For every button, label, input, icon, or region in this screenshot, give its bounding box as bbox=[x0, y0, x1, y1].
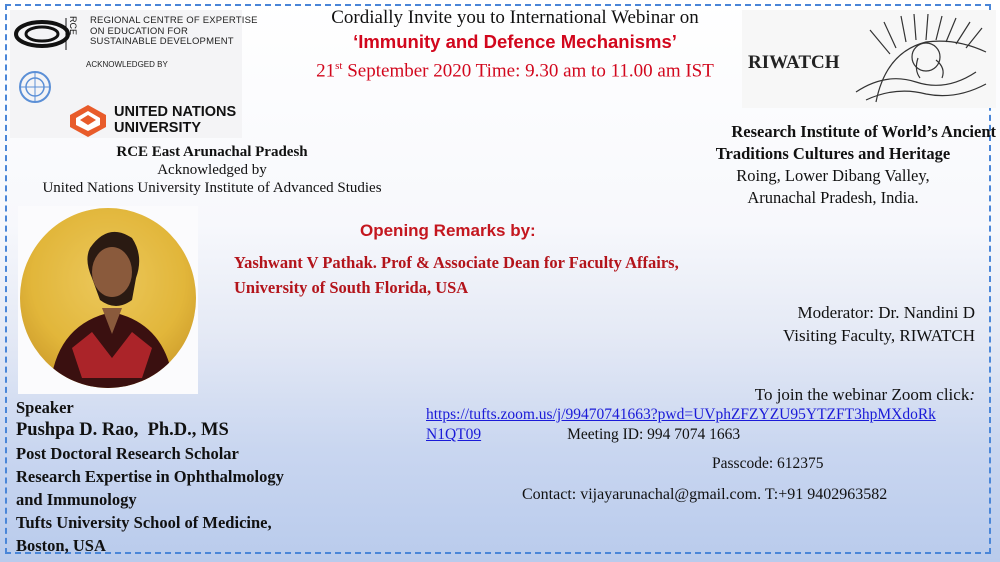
riwatch-institute-block bbox=[640, 121, 996, 209]
rce-logo-icon bbox=[14, 14, 74, 54]
speaker-block bbox=[16, 396, 284, 557]
moderator-line1: Moderator: Dr. Nandini D bbox=[797, 303, 975, 322]
speaker-portrait-image bbox=[20, 208, 196, 388]
rce-east-institute: United Nations University Institute of Advanced Studies bbox=[42, 180, 382, 196]
moderator-line2: Visiting Faculty, RIWATCH bbox=[783, 326, 975, 345]
rce-logo-text: REGIONAL CENTRE OF EXPERTISE ON EDUCATION FOR SUSTAINABLE DEVELOPMENT bbox=[90, 15, 258, 47]
meeting-id-line bbox=[426, 425, 740, 445]
zoom-link[interactable] bbox=[426, 405, 936, 425]
webinar-date: 21st September 2020 Time: 9.30 am to 11.00 am IST bbox=[316, 60, 714, 82]
institute-address-line1: Roing, Lower Dibang Valley, bbox=[736, 166, 930, 185]
moderator-block bbox=[700, 301, 975, 347]
unu-logo-text: UNITED NATIONS UNIVERSITY bbox=[114, 104, 237, 136]
opening-speaker-line2: University of South Florida, USA bbox=[234, 278, 469, 297]
institute-name-line1: Research Institute of World’s Ancient bbox=[731, 122, 996, 141]
acknowledged-by-label: ACKNOWLEDGED BY bbox=[86, 60, 168, 69]
opening-remarks-heading: Opening Remarks by: bbox=[360, 221, 536, 240]
speaker-line5: Boston, USA bbox=[16, 536, 106, 555]
opening-speaker-line1: Yashwant V Pathak. Prof & Associate Dean for Faculty Affairs, bbox=[234, 253, 679, 272]
invitation-header bbox=[250, 6, 780, 83]
passcode: Passcode: 612375 bbox=[712, 455, 824, 472]
institute-name-line2: Traditions Cultures and Heritage bbox=[715, 144, 951, 163]
zoom-link-url-cont[interactable]: N1QT09 bbox=[426, 426, 482, 443]
speaker-line2: Research Expertise in Ophthalmology bbox=[16, 467, 284, 486]
opening-remarks-speaker bbox=[234, 250, 679, 300]
speaker-line1: Post Doctoral Research Scholar bbox=[16, 444, 239, 463]
webinar-title: ‘Immunity and Defence Mechanisms’ bbox=[353, 31, 677, 52]
riwatch-emblem-icon bbox=[846, 12, 992, 106]
speaker-label: Speaker bbox=[16, 398, 74, 417]
unu-logo-icon bbox=[68, 103, 108, 139]
speaker-line3: and Immunology bbox=[16, 490, 137, 509]
speaker-name: Pushpa D. Rao, Ph.D., MS bbox=[16, 420, 229, 440]
un-emblem-icon bbox=[18, 70, 52, 104]
rce-east-block bbox=[0, 143, 424, 197]
riwatch-logo-text: RIWATCH bbox=[748, 52, 840, 73]
zoom-link-url[interactable]: https://tufts.zoom.us/j/99470741663?pwd=UVphZFZYZU95YTZFT3hpMXdoRk bbox=[426, 406, 936, 423]
speaker-line4: Tufts University School of Medicine, bbox=[16, 513, 272, 532]
invite-line: Cordially Invite you to International Webinar on bbox=[331, 7, 699, 28]
rce-east-ack: Acknowledged by bbox=[157, 162, 267, 178]
rce-mark: RCE bbox=[68, 16, 78, 36]
institute-address-line2: Arunachal Pradesh, India. bbox=[747, 188, 919, 207]
zoom-join-text: To join the webinar Zoom click: bbox=[754, 385, 975, 404]
contact-info: Contact: vijayarunachal@gmail.com. T:+91 9402963582 bbox=[522, 486, 888, 503]
rce-east-name: RCE East Arunachal Pradesh bbox=[116, 144, 308, 160]
meeting-id: Meeting ID: 994 7074 1663 bbox=[567, 426, 741, 443]
speaker-photo bbox=[20, 208, 196, 388]
